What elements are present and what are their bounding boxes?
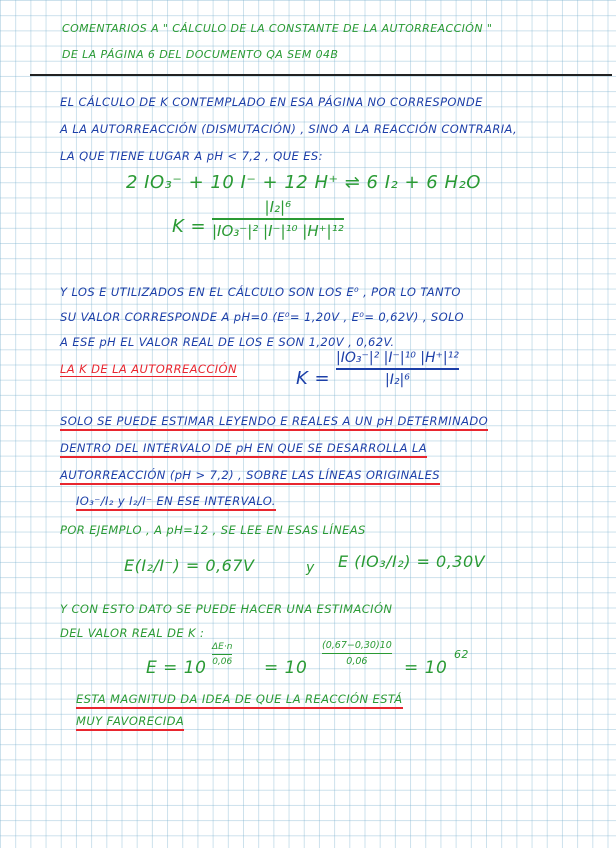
header-line-1: COMENTARIOS A " CÁLCULO DE LA CONSTANTE DE LA AUTORREACCIÓN "	[62, 22, 493, 35]
intro-line-2: A LA AUTORREACCIÓN (DISMUTACIÓN) , SINO A LA REACCIÓN CONTRARIA,	[60, 122, 518, 136]
estimate-line-2-text: DENTRO DEL INTERVALO DE pH EN QUE SE DESARROLLA LA	[60, 441, 427, 458]
exponent-2-denominator: 0,06	[346, 656, 368, 667]
k1-fraction-bar	[212, 218, 344, 220]
e-values-line-2: SU VALOR CORRESPONDE A pH=0 (E⁰= 1,20V , E⁰= 0,62V) , SOLO	[60, 310, 464, 324]
k2-label: LA K DE LA AUTORREACCIÓN	[60, 362, 238, 376]
estimate-line-3-text: AUTORREACCIÓN (pH > 7,2) , SOBRE LAS LÍNEAS ORIGINALES	[60, 468, 440, 485]
exponent-1-bar	[212, 654, 232, 655]
exponent-1-numerator: ΔE·n	[212, 642, 233, 652]
example-conjunction: y	[306, 560, 315, 576]
example-e1: E(I₂/I⁻) = 0,67V	[124, 556, 255, 575]
estimation-exponent-3: 62	[454, 648, 469, 661]
header-line-2: DE LA PÁGINA 6 DEL DOCUMENTO QA SEM 04B	[62, 48, 339, 61]
e-values-line-1: Y LOS E UTILIZADOS EN EL CÁLCULO SON LOS E⁰ , POR LO TANTO	[60, 285, 461, 299]
conclusion-line-2	[76, 714, 184, 728]
estimation-eq-2: = 10	[264, 658, 308, 678]
k1-numerator: |I₂|⁶	[264, 198, 292, 216]
estimation-exponent-2	[322, 640, 392, 667]
exponent-1-denominator: 0,06	[212, 657, 233, 667]
k2-fraction-bar	[336, 368, 459, 370]
estimation-exponent-1	[212, 642, 232, 667]
conclusion-line-1	[76, 692, 403, 706]
exponent-2-bar	[322, 653, 392, 654]
conclusion-line-2-text: MUY FAVORECIDA	[76, 714, 184, 731]
intro-line-3: LA QUE TIENE LUGAR A pH < 7,2 , QUE ES:	[60, 149, 323, 163]
example-e2: E (IO₃/I₂) = 0,30V	[338, 552, 486, 571]
k2-lhs: K =	[296, 368, 331, 389]
k2-denominator: |I₂|⁶	[385, 371, 410, 388]
estimation-lhs: E = 10	[146, 658, 207, 678]
estimate-line-1-text: SOLO SE PUEDE ESTIMAR LEYENDO E REALES A UN pH DETERMINADO	[60, 414, 488, 431]
k1-denominator: |IO₃⁻|² |I⁻|¹⁰ |H⁺|¹²	[212, 221, 344, 240]
estimate-line-4-text: IO₃⁻/I₂ y I₂/I⁻ EN ESE INTERVALO.	[76, 494, 276, 511]
exponent-2-numerator: (0,67−0,30)10	[322, 640, 392, 651]
header-separator	[30, 74, 612, 76]
k2-fraction	[336, 350, 459, 388]
estimate-line-2	[60, 441, 427, 455]
estimation-line-1: Y CON ESTO DATO SE PUEDE HACER UNA ESTIMACIÓN	[60, 602, 393, 616]
estimate-line-3	[60, 468, 440, 482]
k1-lhs: K =	[172, 216, 207, 237]
estimate-line-4	[76, 494, 276, 508]
estimate-line-1	[60, 414, 488, 428]
k1-fraction	[212, 198, 344, 240]
estimation-line-2: DEL VALOR REAL DE K :	[60, 626, 205, 640]
conclusion-line-1-text: ESTA MAGNITUD DA IDEA DE QUE LA REACCIÓN ESTÁ	[76, 692, 403, 709]
reaction-equation: 2 IO₃⁻ + 10 I⁻ + 12 H⁺ ⇌ 6 I₂ + 6 H₂O	[126, 172, 481, 193]
e-values-line-3: A ESE pH EL VALOR REAL DE LOS E SON 1,20V , 0,62V.	[60, 335, 395, 349]
estimation-eq-3: = 10	[404, 658, 448, 678]
example-line-1: POR EJEMPLO , A pH=12 , SE LEE EN ESAS LÍNEAS	[60, 523, 366, 537]
k2-numerator: |IO₃⁻|² |I⁻|¹⁰ |H⁺|¹²	[336, 350, 459, 366]
intro-line-1: EL CÁLCULO DE K CONTEMPLADO EN ESA PÁGINA NO CORRESPONDE	[60, 95, 483, 109]
